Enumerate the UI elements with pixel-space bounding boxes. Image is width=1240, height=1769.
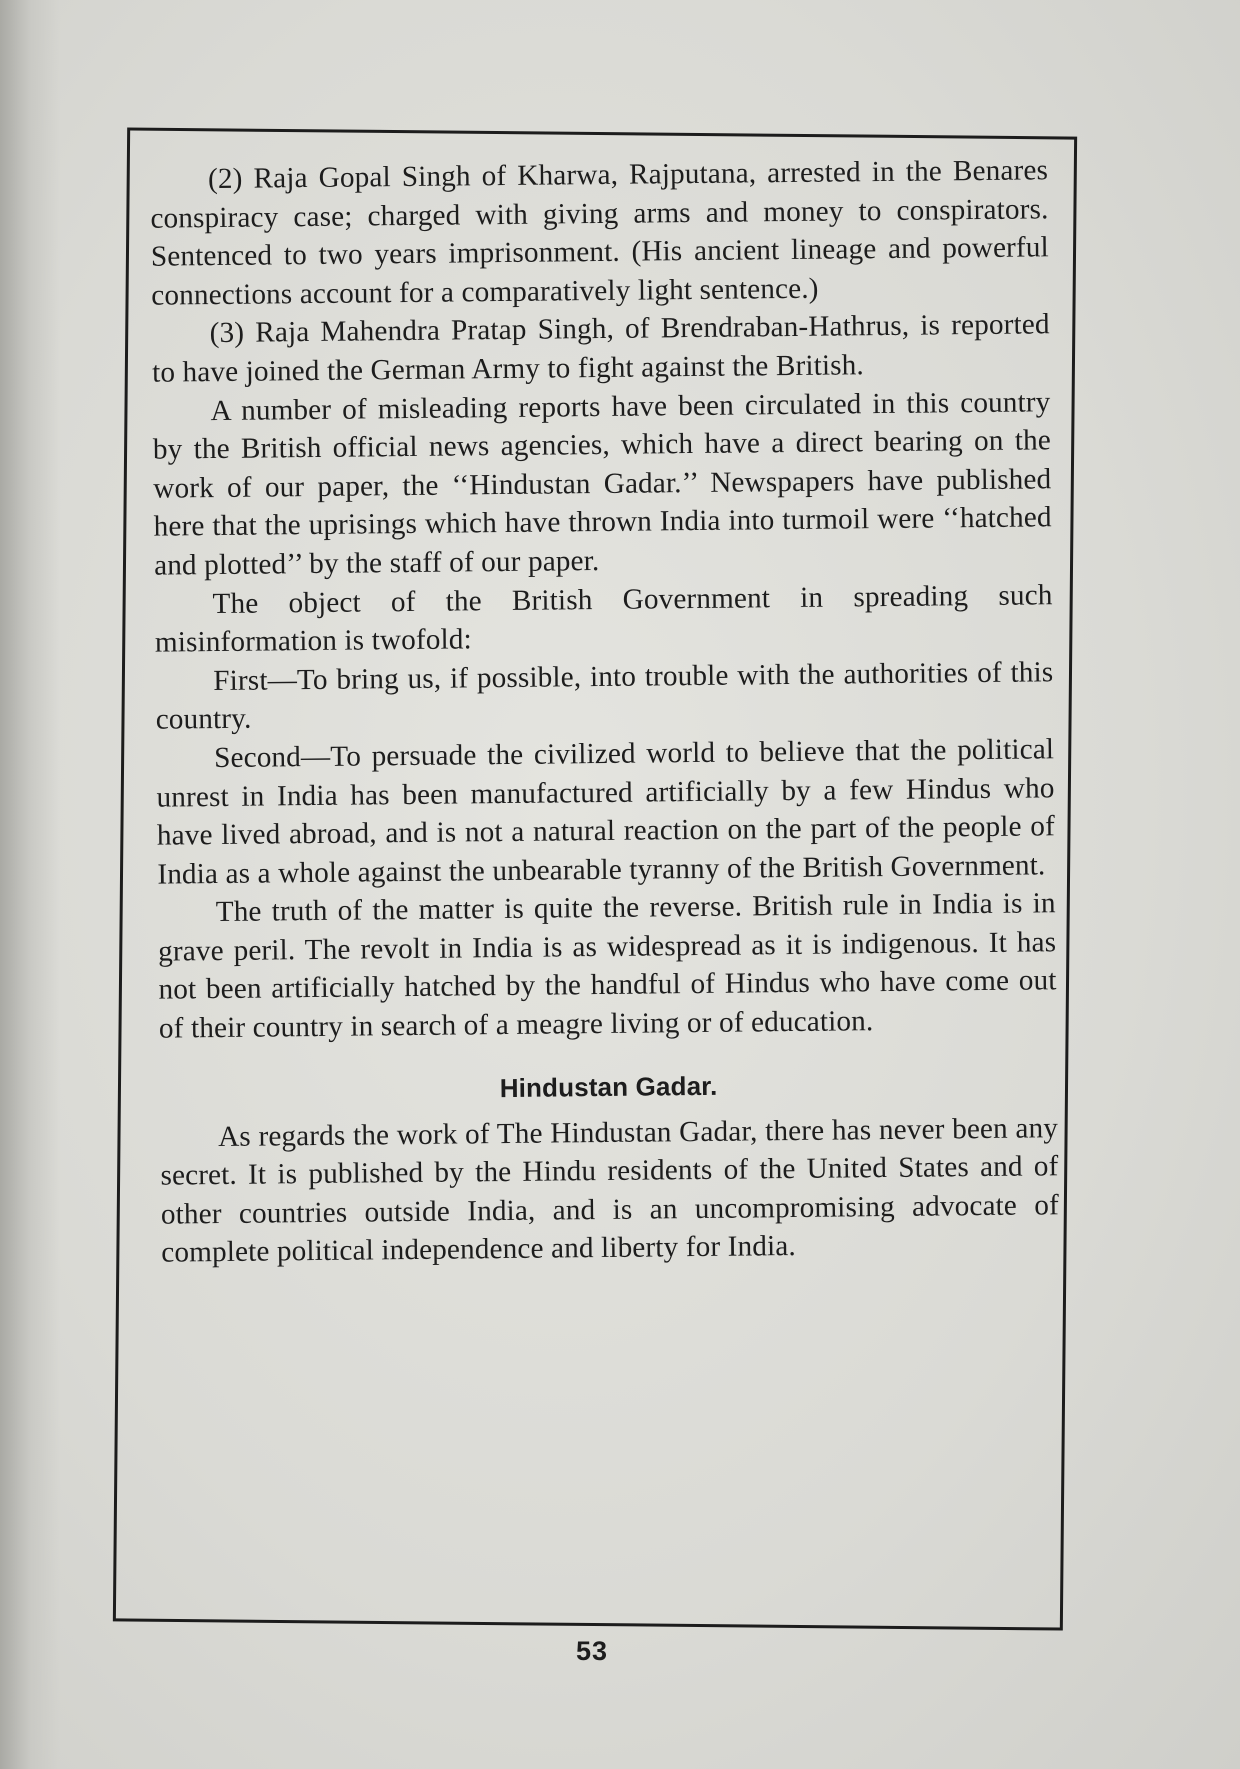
paragraph-first: First—To bring us, if possible, into trouble with the authorities of this country. bbox=[155, 655, 1054, 736]
paragraph-object-twofold: The object of the British Government in spreading such misinformation is twofold: bbox=[154, 578, 1053, 659]
paragraph-raja-gopal-singh: (2) Raja Gopal Singh of Kharwa, Rajputana, arrested in the Benares conspiracy case; charged with giving arms and money to conspirators. Sentenced to two years imprisonment. (His ancient lineage and powerful connections account for a comparatively light sentence.) bbox=[150, 154, 1050, 312]
body-text bbox=[150, 151, 1060, 1272]
paragraph-hindustan-gadar: As regards the work of The Hindustan Gadar, there has never been any secret. It is published by the Hindu residents of the United States and of other countries outside India, and is an uncompromising advocate of complete political independence and liberty for India. bbox=[160, 1111, 1060, 1270]
paragraph-raja-mahendra-pratap: (3) Raja Mahendra Pratap Singh, of Brendraban-Hathrus, is reported to have joined the German Army to fight against the British. bbox=[151, 308, 1050, 389]
binding-shadow bbox=[0, 0, 60, 1769]
text-frame bbox=[113, 127, 1077, 1630]
section-heading: Hindustan Gadar. bbox=[499, 1070, 718, 1103]
paragraph-second: Second—To persuade the civilized world to believe that the political unrest in India has been manufactured artificially by a few Hindus who have lived abroad, and is not a natural reaction on the part of the people of India as a whole against the unbearable tyranny of the British Government. bbox=[156, 733, 1056, 891]
paragraph-truth: The truth of the matter is quite the reverse. British rule in India is in grave peril. The revolt in India is as widespread as it is indigenous. It has not been artificially hatched by the handful of Hindus who have come out of their country in search of a meagre living or of education. bbox=[157, 887, 1057, 1045]
paragraph-misleading-reports: A number of misleading reports have been circulated in this country by the British official news agencies, which have a direct bearing on the work of our paper, the ‘‘Hindustan Gadar.’’ Newspapers have published here that the uprisings which have thrown India into turmoil were ‘‘hatched and plotted’’ by the staff of our paper. bbox=[152, 385, 1052, 582]
page-number: 53 bbox=[575, 1636, 609, 1666]
